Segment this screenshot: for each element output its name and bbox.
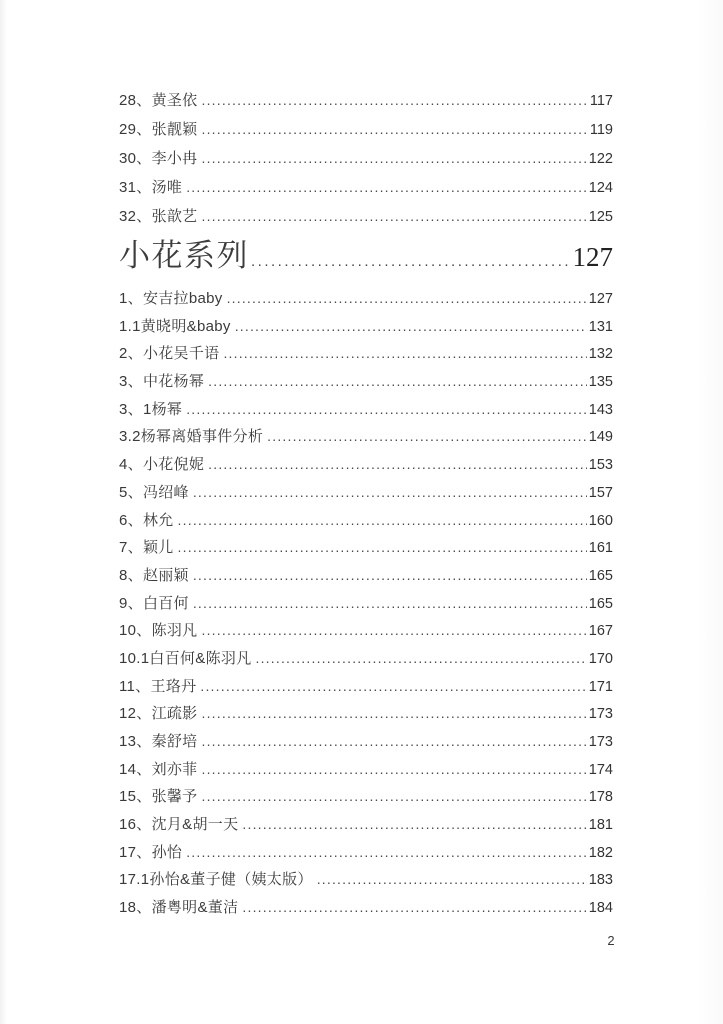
- toc-entry-label: 15、张馨予: [119, 788, 198, 806]
- toc-entry-label: 28、黄圣依: [119, 92, 198, 109]
- toc-entry-page: 143: [588, 401, 613, 418]
- toc-entry-label: 11、王珞丹: [119, 677, 197, 695]
- toc-entry-page: 135: [588, 374, 613, 391]
- dot-leader: [202, 617, 587, 645]
- dot-leader: [193, 479, 587, 507]
- dot-leader: [202, 115, 588, 144]
- dot-leader: [186, 173, 587, 202]
- toc-entry[interactable]: [119, 894, 613, 922]
- toc-entry[interactable]: [119, 866, 613, 894]
- toc-entry-page: 165: [588, 595, 613, 612]
- dot-leader: [202, 202, 587, 231]
- toc-entry[interactable]: [119, 313, 613, 341]
- toc-entry[interactable]: [119, 451, 613, 479]
- toc-entry-label: 17、孙怡: [119, 843, 183, 861]
- toc-entry[interactable]: [119, 368, 613, 396]
- toc-entry-label: 18、潘粤明&董洁: [119, 899, 239, 917]
- toc-entry[interactable]: [119, 811, 613, 839]
- toc-entry-label: 10.1白百何&陈羽凡: [119, 649, 252, 667]
- toc-entry-label: 8、赵丽颖: [119, 566, 189, 584]
- page-number: 2: [607, 933, 615, 948]
- toc-entry-label: 29、张靓颖: [119, 121, 198, 138]
- toc-entry-page: 183: [588, 872, 613, 889]
- dot-leader: [208, 451, 587, 479]
- toc-entry-page: 178: [588, 789, 613, 806]
- toc-entry-page: 122: [588, 151, 613, 167]
- dot-leader: [202, 144, 587, 173]
- dot-leader: [202, 700, 587, 728]
- dot-leader: [178, 507, 587, 535]
- toc-section-heading[interactable]: [119, 234, 613, 278]
- toc-entry[interactable]: [119, 396, 613, 424]
- toc-entry[interactable]: [119, 645, 613, 673]
- toc-section-title: 小花系列: [119, 238, 249, 273]
- toc-entry[interactable]: [119, 839, 613, 867]
- toc-top-list: [119, 86, 613, 231]
- toc-entry[interactable]: [119, 756, 613, 784]
- dot-leader: [242, 894, 586, 922]
- toc-entry-label: 4、小花倪妮: [119, 456, 205, 474]
- toc-entry[interactable]: [119, 423, 613, 451]
- toc-entry-label: 3、中花杨幂: [119, 373, 205, 391]
- toc-entry-label: 2、小花吴千语: [119, 345, 220, 363]
- dot-leader: [208, 368, 587, 396]
- toc-entry-page: 153: [588, 457, 613, 474]
- toc-entry-label: 7、颖儿: [119, 539, 174, 557]
- toc-entry-label: 30、李小冉: [119, 150, 198, 167]
- toc-entry-page: 132: [588, 346, 613, 363]
- dot-leader: [202, 783, 587, 811]
- dot-leader: [202, 728, 587, 756]
- table-of-contents: [119, 86, 613, 922]
- dot-leader: [235, 313, 587, 341]
- toc-entry-page: 119: [589, 122, 613, 138]
- toc-entry-page: 165: [588, 567, 613, 584]
- toc-entry-page: 167: [588, 623, 613, 640]
- dot-leader: [267, 423, 587, 451]
- toc-entry-page: 173: [588, 734, 613, 750]
- toc-entry[interactable]: [119, 700, 613, 728]
- toc-entry-label: 13、秦舒培: [119, 733, 198, 750]
- toc-entry-page: 160: [588, 512, 613, 529]
- toc-entry[interactable]: [119, 285, 613, 313]
- dot-leader: [227, 285, 587, 313]
- dot-leader: [193, 590, 587, 618]
- toc-entry-label: 5、冯绍峰: [119, 483, 189, 501]
- toc-main-list: [119, 285, 613, 922]
- toc-entry[interactable]: [119, 617, 613, 645]
- toc-entry-label: 12、江疏影: [119, 705, 198, 723]
- dot-leader: [202, 756, 587, 784]
- toc-entry-label: 17.1孙怡&董子健（姨太版）: [119, 871, 313, 889]
- toc-entry[interactable]: [119, 783, 613, 811]
- toc-entry-page: 127: [588, 291, 613, 307]
- toc-entry[interactable]: [119, 173, 613, 202]
- toc-entry-page: 124: [588, 180, 613, 196]
- toc-entry-page: 171: [588, 678, 613, 695]
- toc-entry-page: 182: [588, 844, 613, 861]
- toc-entry-page: 161: [588, 540, 613, 557]
- toc-entry-label: 31、汤唯: [119, 179, 183, 196]
- toc-entry-page: 157: [588, 484, 613, 501]
- dot-leader: [251, 240, 570, 278]
- toc-entry-label: 10、陈羽凡: [119, 622, 198, 640]
- toc-entry-page: 174: [588, 761, 613, 778]
- toc-entry-label: 1、安吉拉baby: [119, 290, 223, 307]
- toc-entry-page: 125: [588, 209, 613, 225]
- toc-entry-page: 131: [588, 318, 613, 335]
- toc-entry[interactable]: [119, 340, 613, 368]
- toc-entry[interactable]: [119, 562, 613, 590]
- toc-entry-page: 184: [588, 900, 613, 917]
- toc-entry-label: 16、沈月&胡一天: [119, 816, 239, 834]
- dot-leader: [256, 645, 587, 673]
- toc-entry-page: 181: [588, 817, 613, 834]
- toc-entry[interactable]: [119, 202, 613, 231]
- dot-leader: [186, 839, 587, 867]
- toc-entry-label: 32、张歆艺: [119, 208, 198, 225]
- toc-entry[interactable]: [119, 534, 613, 562]
- dot-leader: [186, 396, 587, 424]
- toc-entry-label: 9、白百何: [119, 594, 189, 612]
- toc-section-page: 127: [572, 242, 613, 272]
- toc-entry[interactable]: [119, 590, 613, 618]
- dot-leader: [193, 562, 587, 590]
- toc-entry-page: 117: [589, 93, 613, 109]
- toc-entry-page: 173: [588, 706, 613, 723]
- toc-entry[interactable]: [119, 144, 613, 173]
- dot-leader: [200, 673, 586, 701]
- dot-leader: [202, 86, 588, 115]
- dot-leader: [317, 866, 587, 894]
- toc-entry[interactable]: [119, 673, 613, 701]
- toc-entry-label: 14、刘亦菲: [119, 760, 198, 778]
- dot-leader: [178, 534, 587, 562]
- dot-leader: [223, 340, 586, 368]
- toc-entry[interactable]: [119, 479, 613, 507]
- toc-entry[interactable]: [119, 86, 613, 115]
- toc-entry[interactable]: [119, 115, 613, 144]
- toc-entry-label: 6、林允: [119, 511, 174, 529]
- toc-entry-page: 170: [588, 650, 613, 667]
- toc-entry-label: 3、1杨幂: [119, 400, 183, 418]
- toc-entry-page: 149: [588, 429, 613, 446]
- dot-leader: [242, 811, 586, 839]
- toc-entry-label: 3.2杨幂离婚事件分析: [119, 428, 264, 446]
- toc-entry[interactable]: [119, 507, 613, 535]
- toc-entry-label: 1.1黄晓明&baby: [119, 317, 231, 335]
- toc-entry[interactable]: [119, 728, 613, 756]
